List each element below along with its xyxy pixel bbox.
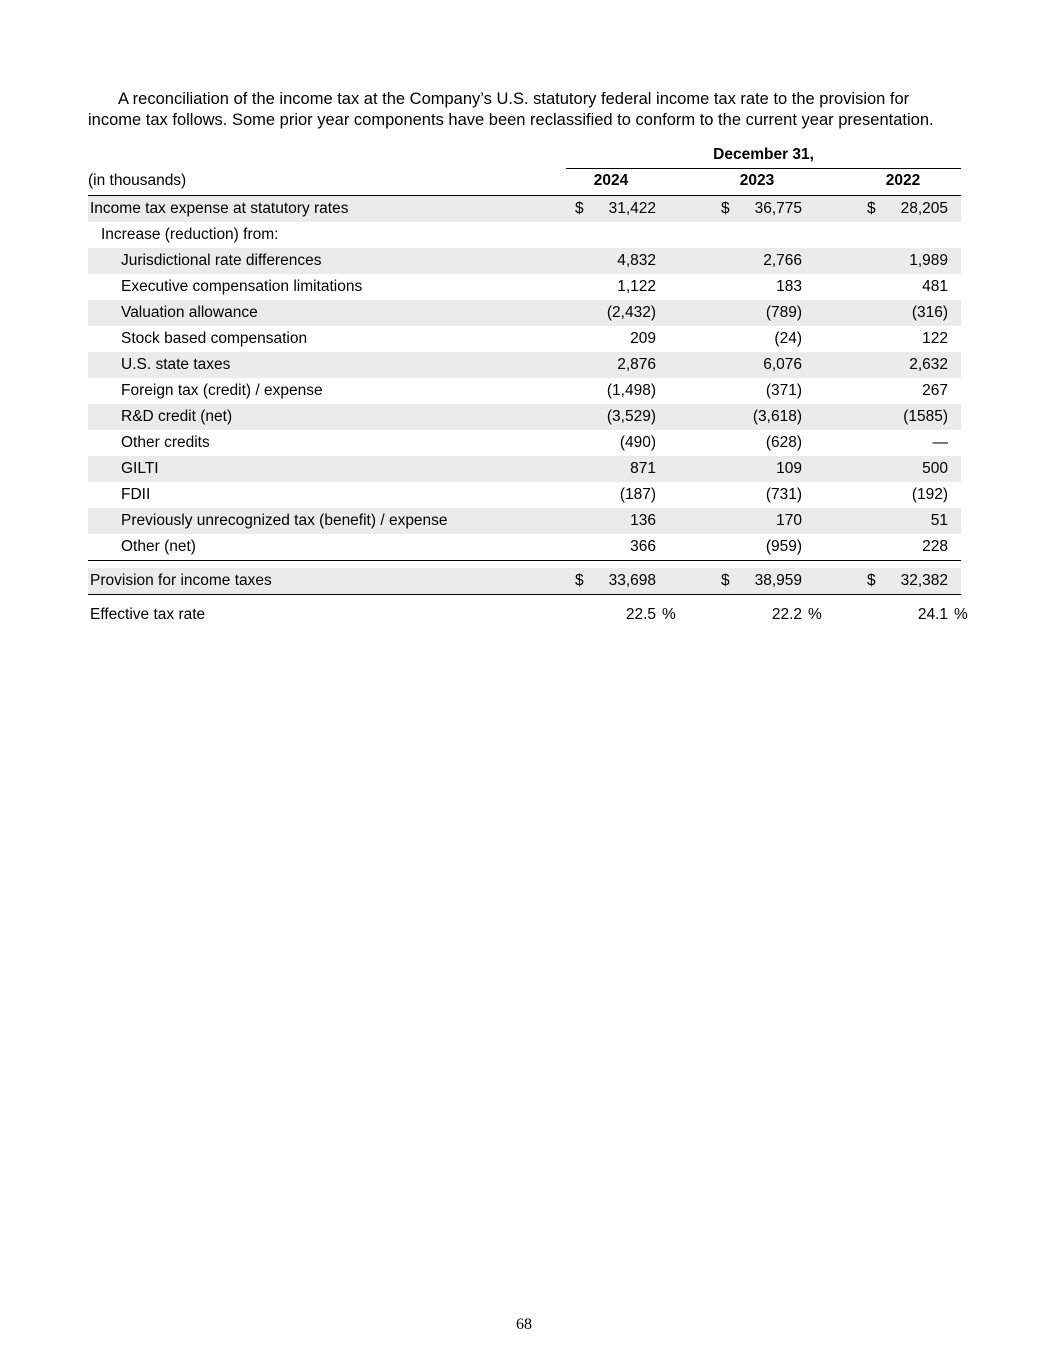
suffix-cell <box>802 508 858 534</box>
currency-cell <box>712 222 738 248</box>
suffix-cell <box>802 300 858 326</box>
suffix-cell <box>656 378 712 404</box>
table-row <box>88 196 961 223</box>
date-header: December 31, <box>566 144 961 169</box>
value-cell: 209 <box>630 330 656 347</box>
currency-cell <box>712 248 738 274</box>
row-label: FDII <box>121 486 151 503</box>
value-cell: 1,122 <box>617 278 656 295</box>
suffix-cell <box>802 404 858 430</box>
suffix-cell <box>802 352 858 378</box>
suffix-cell <box>656 326 712 352</box>
suffix-cell <box>656 430 712 456</box>
suffix-cell <box>948 404 961 430</box>
intro-paragraph: A reconciliation of the income tax at the Company’s U.S. statutory federal income tax rate to the provision for income tax follows. Some prior year components have been reclassified to conform to the current year presentation. <box>88 89 934 129</box>
row-label: Increase (reduction) from: <box>101 226 279 243</box>
currency-cell <box>566 602 592 628</box>
suffix-cell <box>948 568 961 595</box>
currency-cell <box>712 326 738 352</box>
currency-cell <box>858 274 884 300</box>
row-label: GILTI <box>88 456 566 482</box>
value-cell: 33,698 <box>592 568 656 595</box>
currency-cell <box>712 508 738 534</box>
value-cell: 481 <box>922 278 948 295</box>
suffix-cell <box>948 508 961 534</box>
year-header-2024: 2024 <box>566 169 656 196</box>
value-cell: 2,876 <box>592 352 656 378</box>
suffix-cell <box>802 456 858 482</box>
value-cell: (1585) <box>884 404 948 430</box>
row-label: Other credits <box>121 434 210 451</box>
suffix-cell <box>948 352 961 378</box>
suffix-cell <box>948 326 961 352</box>
row-label: Income tax expense at statutory rates <box>88 196 566 223</box>
percent-sign: % <box>808 606 822 623</box>
suffix-cell <box>802 568 858 595</box>
table-row <box>88 482 961 508</box>
value-cell: 32,382 <box>884 568 948 595</box>
year-header-2023: 2023 <box>712 169 802 196</box>
value-cell: 4,832 <box>592 248 656 274</box>
currency-cell: $ <box>566 568 592 595</box>
suffix-cell <box>656 222 712 248</box>
currency-cell <box>712 602 738 628</box>
header-spacer-cell <box>88 144 566 169</box>
value-cell: 1,989 <box>884 248 948 274</box>
row-label: Provision for income taxes <box>88 568 566 595</box>
suffix-cell <box>948 222 961 248</box>
percent-sign: % <box>954 606 968 623</box>
suffix-cell <box>802 482 858 508</box>
percent-sign: % <box>662 606 676 623</box>
currency-cell <box>858 326 884 352</box>
suffix-cell <box>656 196 712 223</box>
value-cell: 22.5 <box>625 606 656 623</box>
currency-cell: $ <box>858 568 884 595</box>
row-label: R&D credit (net) <box>88 404 566 430</box>
suffix-cell <box>656 568 712 595</box>
currency-cell <box>858 352 884 378</box>
currency-cell <box>858 378 884 404</box>
currency-cell <box>566 482 592 508</box>
suffix-cell <box>948 274 961 300</box>
currency-cell <box>712 482 738 508</box>
row-label: Other (net) <box>88 534 566 561</box>
table-row <box>88 456 961 482</box>
table-row <box>88 222 961 248</box>
header-gap-cell <box>948 169 961 196</box>
value-cell: 366 <box>592 534 656 561</box>
value-cell: 24.1 <box>917 606 948 623</box>
table-row <box>88 274 961 300</box>
suffix-cell <box>656 274 712 300</box>
currency-cell <box>566 248 592 274</box>
currency-cell <box>566 430 592 456</box>
currency-cell <box>858 300 884 326</box>
currency-cell <box>712 534 738 561</box>
suffix-cell <box>802 326 858 352</box>
value-cell: (187) <box>619 486 656 503</box>
table-row <box>88 352 961 378</box>
value-cell: 2,632 <box>884 352 948 378</box>
value-cell: (3,529) <box>592 404 656 430</box>
suffix-cell <box>948 248 961 274</box>
suffix-cell <box>802 196 858 223</box>
value-cell: 183 <box>776 278 802 295</box>
suffix-cell <box>948 196 961 223</box>
table-row <box>88 378 961 404</box>
currency-cell <box>712 404 738 430</box>
currency-cell <box>566 352 592 378</box>
value-cell: (192) <box>911 486 948 503</box>
value-cell: 109 <box>738 456 802 482</box>
suffix-cell <box>948 430 961 456</box>
value-cell: (731) <box>765 486 802 503</box>
suffix-cell <box>948 482 961 508</box>
currency-cell <box>712 430 738 456</box>
currency-cell <box>712 456 738 482</box>
currency-cell <box>858 222 884 248</box>
row-label: Executive compensation limitations <box>121 278 363 295</box>
currency-cell <box>712 378 738 404</box>
header-gap-cell <box>656 169 712 196</box>
currency-cell <box>858 404 884 430</box>
suffix-cell <box>656 456 712 482</box>
table-row <box>88 508 961 534</box>
table-spacer <box>88 595 961 603</box>
value-cell: (2,432) <box>592 300 656 326</box>
currency-cell <box>858 508 884 534</box>
value-cell: (371) <box>765 382 802 399</box>
year-header-2022: 2022 <box>858 169 948 196</box>
currency-cell <box>858 482 884 508</box>
suffix-cell <box>656 534 712 561</box>
value-cell: (959) <box>738 534 802 561</box>
currency-cell <box>858 602 884 628</box>
currency-cell <box>858 430 884 456</box>
table-row <box>88 248 961 274</box>
row-label: Effective tax rate <box>90 606 206 623</box>
row-label: Foreign tax (credit) / expense <box>121 382 323 399</box>
row-label: Previously unrecognized tax (benefit) / expense <box>88 508 566 534</box>
currency-cell <box>712 300 738 326</box>
suffix-cell <box>656 508 712 534</box>
currency-cell <box>566 326 592 352</box>
currency-cell: $ <box>712 196 738 223</box>
value-cell: 228 <box>884 534 948 561</box>
value-cell <box>592 222 656 248</box>
currency-cell: $ <box>566 196 592 223</box>
header-gap-cell <box>802 169 858 196</box>
suffix-cell <box>802 248 858 274</box>
suffix-cell <box>948 378 961 404</box>
value-cell: (24) <box>774 330 802 347</box>
table-row <box>88 404 961 430</box>
row-label: Stock based compensation <box>121 330 308 347</box>
value-cell: (789) <box>738 300 802 326</box>
suffix-cell <box>656 352 712 378</box>
currency-cell <box>566 300 592 326</box>
value-cell: 31,422 <box>592 196 656 223</box>
currency-cell <box>566 508 592 534</box>
currency-cell <box>858 534 884 561</box>
suffix-cell <box>948 456 961 482</box>
table-row-total <box>88 568 961 595</box>
suffix-cell <box>802 274 858 300</box>
value-cell: 871 <box>592 456 656 482</box>
tax-reconciliation-table <box>88 144 968 628</box>
value-cell: 36,775 <box>738 196 802 223</box>
suffix-cell <box>802 430 858 456</box>
currency-cell <box>566 378 592 404</box>
currency-cell <box>712 274 738 300</box>
value-cell: 28,205 <box>884 196 948 223</box>
suffix-cell <box>656 300 712 326</box>
page-number: 68 <box>516 1316 532 1333</box>
value-cell: (628) <box>765 434 802 451</box>
value-cell: (490) <box>619 434 656 451</box>
currency-cell <box>566 456 592 482</box>
table-row <box>88 300 961 326</box>
value-cell: 38,959 <box>738 568 802 595</box>
table-spacer <box>88 561 961 569</box>
unit-label: (in thousands) <box>88 169 566 196</box>
value-cell: 170 <box>738 508 802 534</box>
currency-cell <box>566 534 592 561</box>
value-cell: 267 <box>922 382 948 399</box>
currency-cell <box>858 248 884 274</box>
row-label: Jurisdictional rate differences <box>88 248 566 274</box>
currency-cell <box>566 404 592 430</box>
value-cell: (316) <box>884 300 948 326</box>
suffix-cell <box>948 300 961 326</box>
currency-cell <box>858 456 884 482</box>
value-cell: 2,766 <box>738 248 802 274</box>
value-cell: 22.2 <box>771 606 802 623</box>
suffix-cell <box>656 482 712 508</box>
value-cell: 500 <box>884 456 948 482</box>
currency-cell <box>566 222 592 248</box>
value-cell <box>884 222 948 248</box>
value-cell: 122 <box>922 330 948 347</box>
table-row-effective-rate <box>88 602 961 628</box>
suffix-cell <box>656 404 712 430</box>
table-row <box>88 430 961 456</box>
currency-cell: $ <box>858 196 884 223</box>
suffix-cell <box>948 534 961 561</box>
table-header-date-row <box>88 144 961 169</box>
currency-cell <box>566 274 592 300</box>
value-cell <box>738 222 802 248</box>
currency-cell <box>712 352 738 378</box>
suffix-cell <box>656 248 712 274</box>
value-cell: 51 <box>884 508 948 534</box>
row-label: Valuation allowance <box>88 300 566 326</box>
tax-reconciliation-table-wrap <box>88 144 968 628</box>
value-cell: 6,076 <box>738 352 802 378</box>
table-row <box>88 534 961 561</box>
table-header-year-row <box>88 169 961 196</box>
value-cell: (1,498) <box>606 382 656 399</box>
currency-cell: $ <box>712 568 738 595</box>
suffix-cell <box>802 222 858 248</box>
table-row <box>88 326 961 352</box>
value-cell: — <box>932 434 948 451</box>
value-cell: (3,618) <box>738 404 802 430</box>
suffix-cell <box>802 534 858 561</box>
value-cell: 136 <box>592 508 656 534</box>
row-label: U.S. state taxes <box>88 352 566 378</box>
suffix-cell <box>802 378 858 404</box>
